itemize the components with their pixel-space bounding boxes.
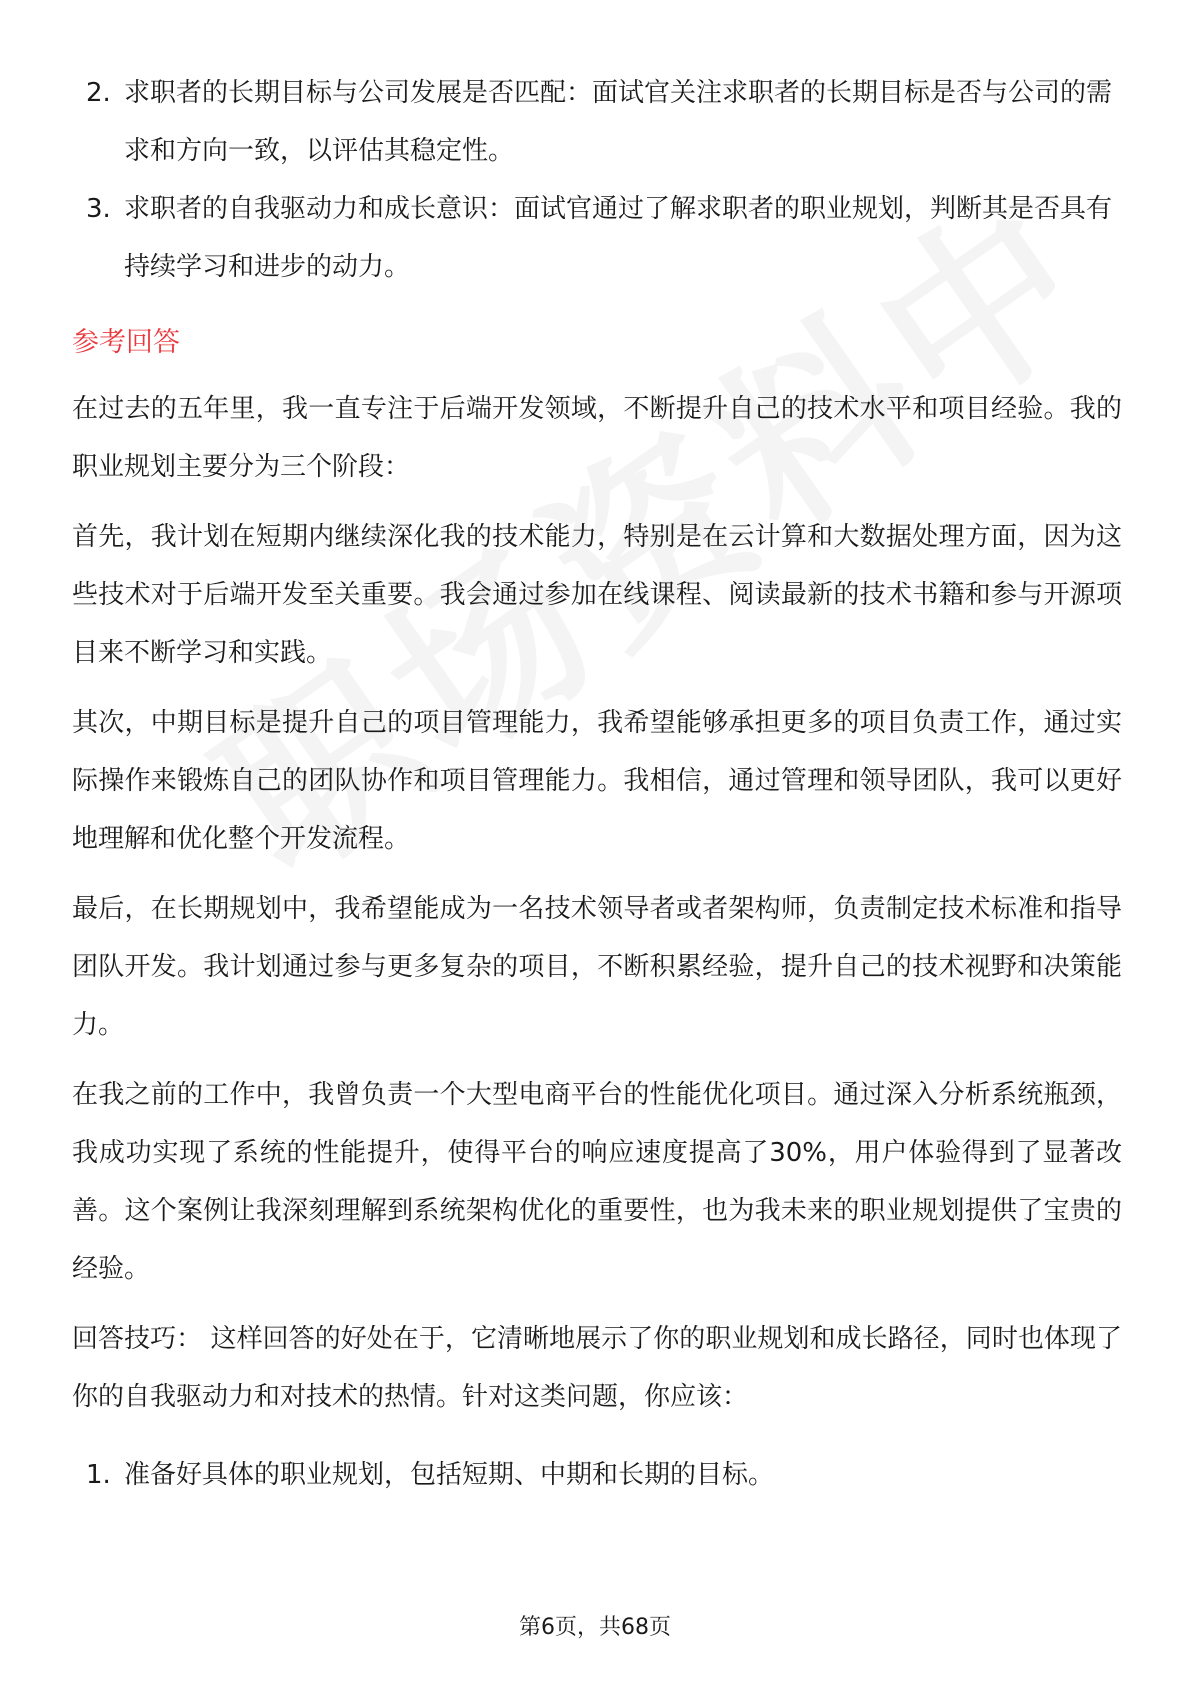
paragraph: 其次，中期目标是提升自己的项目管理能力，我希望能够承担更多的项目负责工作，通过实际操作来锻炼自己的团队协作和项目管理能力。我相信，通过管理和领导团队，我可以更好地理解和优化整个开发流程。 <box>72 708 1122 854</box>
paragraph: 首先，我计划在短期内继续深化我的技术能力，特别是在云计算和大数据处理方面，因为这些技术对于后端开发至关重要。我会通过参加在线课程、阅读最新的技术书籍和参与开源项目来不断学习和实践。 <box>72 522 1122 668</box>
list-item-number: 3. <box>86 194 111 224</box>
document-body <box>72 64 1122 1504</box>
list-item-number: 2. <box>86 78 111 108</box>
answer-tips-paragraph: 回答技巧： 这样回答的好处在于，它清晰地展示了你的职业规划和成长路径，同时也体现了你的自我驱动力和对技术的热情。针对这类问题，你应该： <box>72 1324 1122 1412</box>
list-item-text: 求职者的自我驱动力和成长意识：面试官通过了解求职者的职业规划，判断其是否具有持续学习和进步的动力。 <box>124 194 1113 282</box>
section-title: 参考回答 <box>72 327 180 358</box>
list-item-number: 1. <box>86 1460 111 1490</box>
paragraph: 最后，在长期规划中，我希望能成为一名技术领导者或者架构师，负责制定技术标准和指导团队开发。我计划通过参与更多复杂的项目，不断积累经验，提升自己的技术视野和决策能力。 <box>72 894 1122 1040</box>
list-item-text: 求职者的长期目标与公司发展是否匹配：面试官关注求职者的长期目标是否与公司的需求和方向一致，以评估其稳定性。 <box>124 78 1113 166</box>
list-item-text: 准备好具体的职业规划，包括短期、中期和长期的目标。 <box>124 1460 775 1490</box>
list-item <box>72 1446 1122 1504</box>
list-item <box>72 64 1122 180</box>
page-footer: 第6页，共68页 <box>519 1615 671 1640</box>
paragraph: 在过去的五年里，我一直专注于后端开发领域，不断提升自己的技术水平和项目经验。我的职业规划主要分为三个阶段： <box>72 394 1122 482</box>
paragraph: 在我之前的工作中，我曾负责一个大型电商平台的性能优化项目。通过深入分析系统瓶颈，我成功实现了系统的性能提升，使得平台的响应速度提高了30%，用户体验得到了显著改善。这个案例让我深刻理解到系统架构优化的重要性，也为我未来的职业规划提供了宝贵的经验。 <box>72 1080 1122 1284</box>
list-item <box>72 180 1122 296</box>
